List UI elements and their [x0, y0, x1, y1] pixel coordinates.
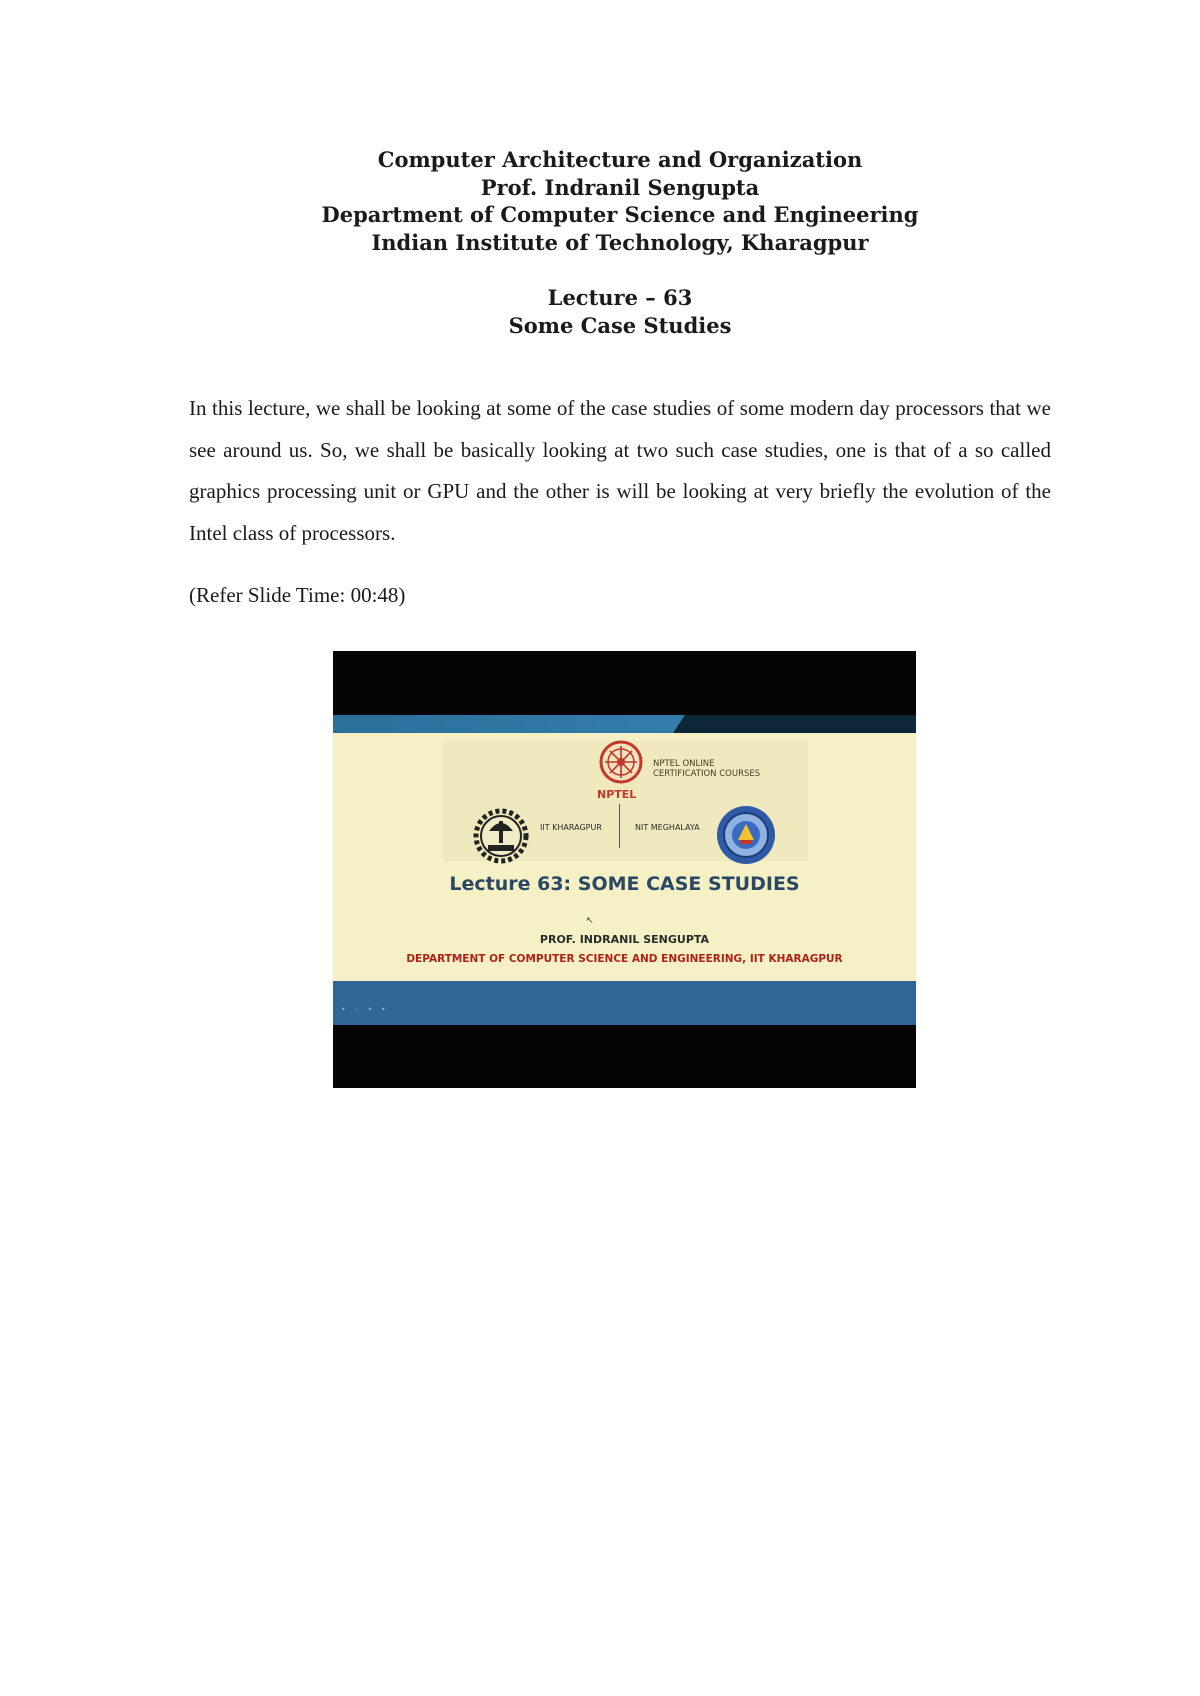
- lecture-number: Lecture – 63: [547, 285, 693, 310]
- slide-professor: PROF. INDRANIL SENGUPTA: [539, 933, 710, 946]
- nit-meghalaya-logo-icon: [714, 804, 778, 866]
- nptel-caption-line1: NPTEL ONLINE: [653, 759, 715, 769]
- iit-kharagpur-label: IIT KHARAGPUR: [540, 823, 602, 832]
- course-title: Computer Architecture and Organization: [377, 147, 863, 172]
- nptel-logo-icon: [596, 740, 646, 786]
- nptel-caption: [653, 759, 760, 779]
- slide-screenshot: [333, 651, 916, 1088]
- nit-meghalaya-label: NIT MEGHALAYA: [635, 823, 700, 832]
- slide-controls-icon: • ◦ • •: [341, 1005, 389, 1014]
- nptel-caption-line2: CERTIFICATION COURSES: [653, 769, 761, 779]
- professor-name: Prof. Indranil Sengupta: [480, 174, 760, 200]
- slide-top-notch: [673, 715, 916, 733]
- department-name: Department of Computer Science and Engineering: [321, 202, 919, 227]
- iit-kharagpur-logo-icon: [470, 807, 532, 865]
- slide-bottom-bar: [333, 981, 916, 1025]
- document-header: [0, 146, 1200, 339]
- institute-name: Indian Institute of Technology, Kharagpur: [371, 229, 869, 255]
- slide-department: DEPARTMENT OF COMPUTER SCIENCE AND ENGINEERING, IIT KHARAGPUR: [406, 953, 843, 965]
- refer-slide-time: (Refer Slide Time: 00:48): [189, 583, 406, 607]
- intro-paragraph: In this lecture, we shall be looking at some of the case studies of some modern day processors that we see around us. So, we shall be basically looking at two such case studies, one is that of a so called graphics processing unit or GPU and the other is will be looking at very briefly the evolution of the Intel class of processors.: [189, 396, 1051, 545]
- logo-divider: [619, 804, 620, 848]
- lecture-title: Some Case Studies: [508, 312, 732, 338]
- mouse-cursor-icon: ↖: [586, 916, 594, 926]
- nptel-word: NPTEL: [597, 788, 637, 801]
- slide-title: Lecture 63: SOME CASE STUDIES: [449, 873, 800, 895]
